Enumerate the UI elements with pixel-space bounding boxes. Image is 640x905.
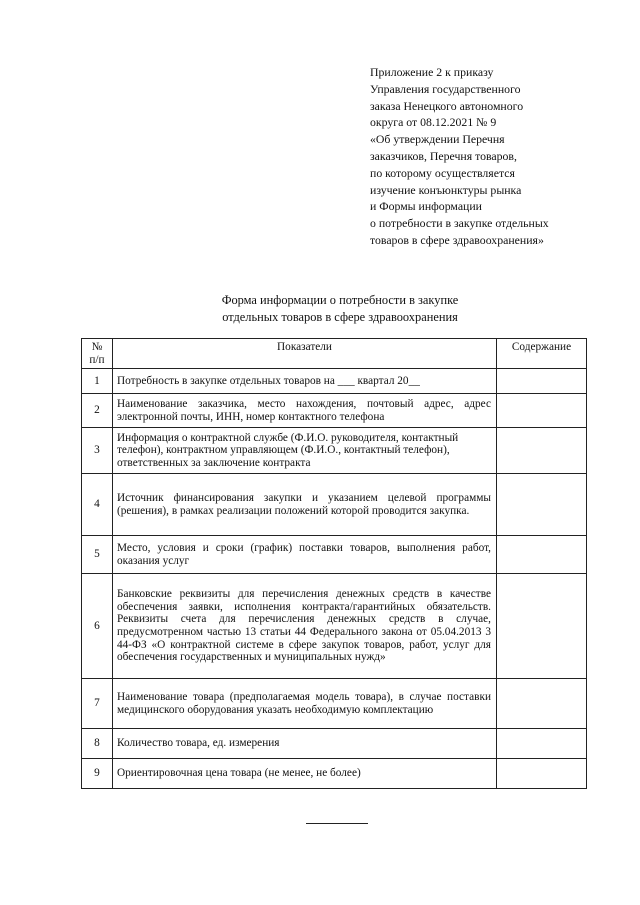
row-indicator: Ориентировочная цена товара (не менее, не более) <box>113 759 497 789</box>
row-content-cell[interactable] <box>497 759 587 789</box>
appendix-header <box>370 64 610 249</box>
row-content-cell[interactable] <box>497 369 587 394</box>
row-number: 4 <box>82 474 113 536</box>
table-row <box>82 574 587 679</box>
row-number: 8 <box>82 729 113 759</box>
row-content-cell[interactable] <box>497 679 587 729</box>
row-number: 1 <box>82 369 113 394</box>
table-row <box>82 729 587 759</box>
appendix-line: заказчиков, Перечня товаров, <box>370 148 517 163</box>
header-number-line: № <box>91 341 103 353</box>
appendix-line: о потребности в закупке отдельных <box>370 216 549 231</box>
table-header-row <box>82 339 587 369</box>
appendix-line: по которому осуществляется <box>370 165 515 180</box>
row-indicator: Наименование товара (предполагаемая модель товара), в случае поставки медицинского оборудования указать необходимую комплектацию <box>113 679 497 729</box>
appendix-line: товаров в сфере здравоохранения» <box>370 232 544 247</box>
closing-separator-line <box>306 823 368 824</box>
row-indicator: Место, условия и сроки (график) поставки товаров, выполнения работ, оказания услуг <box>113 536 497 574</box>
appendix-line: заказа Ненецкого автономного <box>370 98 524 113</box>
appendix-line: и Формы информации <box>370 199 482 214</box>
table-row <box>82 474 587 536</box>
row-content-cell[interactable] <box>497 574 587 679</box>
row-content-cell[interactable] <box>497 474 587 536</box>
form-title <box>140 292 540 325</box>
header-number <box>82 339 113 369</box>
row-number: 7 <box>82 679 113 729</box>
row-number: 5 <box>82 536 113 574</box>
appendix-line: изучение конъюнктуры рынка <box>370 182 522 197</box>
row-content-cell[interactable] <box>497 428 587 474</box>
form-title-line: Форма информации о потребности в закупке <box>221 293 459 307</box>
header-indicators: Показатели <box>113 339 497 369</box>
table-row <box>82 536 587 574</box>
row-indicator: Информация о контрактной службе (Ф.И.О. руководителя, контактный телефон), контрактном управляющем (Ф.И.О., контактный телефон), ответственных за заключение контракта <box>113 428 497 474</box>
row-number: 6 <box>82 574 113 679</box>
row-indicator: Источник финансирования закупки и указанием целевой программы (решения), в рамках реализации положений которой проводится закупка. <box>113 474 497 536</box>
header-content: Содержание <box>497 339 587 369</box>
row-content-cell[interactable] <box>497 394 587 428</box>
row-indicator: Наименование заказчика, место нахождения, почтовый адрес, адрес электронной почты, ИНН, номер контактного телефона <box>113 394 497 428</box>
appendix-line: округа от 08.12.2021 № 9 <box>370 115 497 130</box>
appendix-line: «Об утверждении Перечня <box>370 132 505 147</box>
form-title-line: отдельных товаров в сфере здравоохранения <box>222 309 458 324</box>
table-row <box>82 394 587 428</box>
table-row <box>82 759 587 789</box>
table-row <box>82 369 587 394</box>
row-content-cell[interactable] <box>497 536 587 574</box>
appendix-line: Приложение 2 к приказу <box>370 65 494 79</box>
row-number: 9 <box>82 759 113 789</box>
table-row <box>82 428 587 474</box>
header-number-line: п/п <box>89 353 105 366</box>
appendix-line: Управления государственного <box>370 81 521 96</box>
table-row <box>82 679 587 729</box>
needs-table <box>81 338 587 789</box>
row-indicator: Количество товара, ед. измерения <box>113 729 497 759</box>
row-number: 3 <box>82 428 113 474</box>
row-content-cell[interactable] <box>497 729 587 759</box>
row-indicator: Потребность в закупке отдельных товаров на ___ квартал 20__ <box>113 369 497 394</box>
row-indicator: Банковские реквизиты для перечисления денежных средств в качестве обеспечения заявки, исполнения контракта/гарантийных обязательств. Реквизиты счета для перечисления денежных средств в случае, предусмотренном частью 13 статьи 44 Федерального закона от 05.04.2013 3 44-ФЗ «О контрактной системе в сфере закупок товаров, работ, услуг для обеспечения государственных и муниципальных нужд» <box>113 574 497 679</box>
row-number: 2 <box>82 394 113 428</box>
